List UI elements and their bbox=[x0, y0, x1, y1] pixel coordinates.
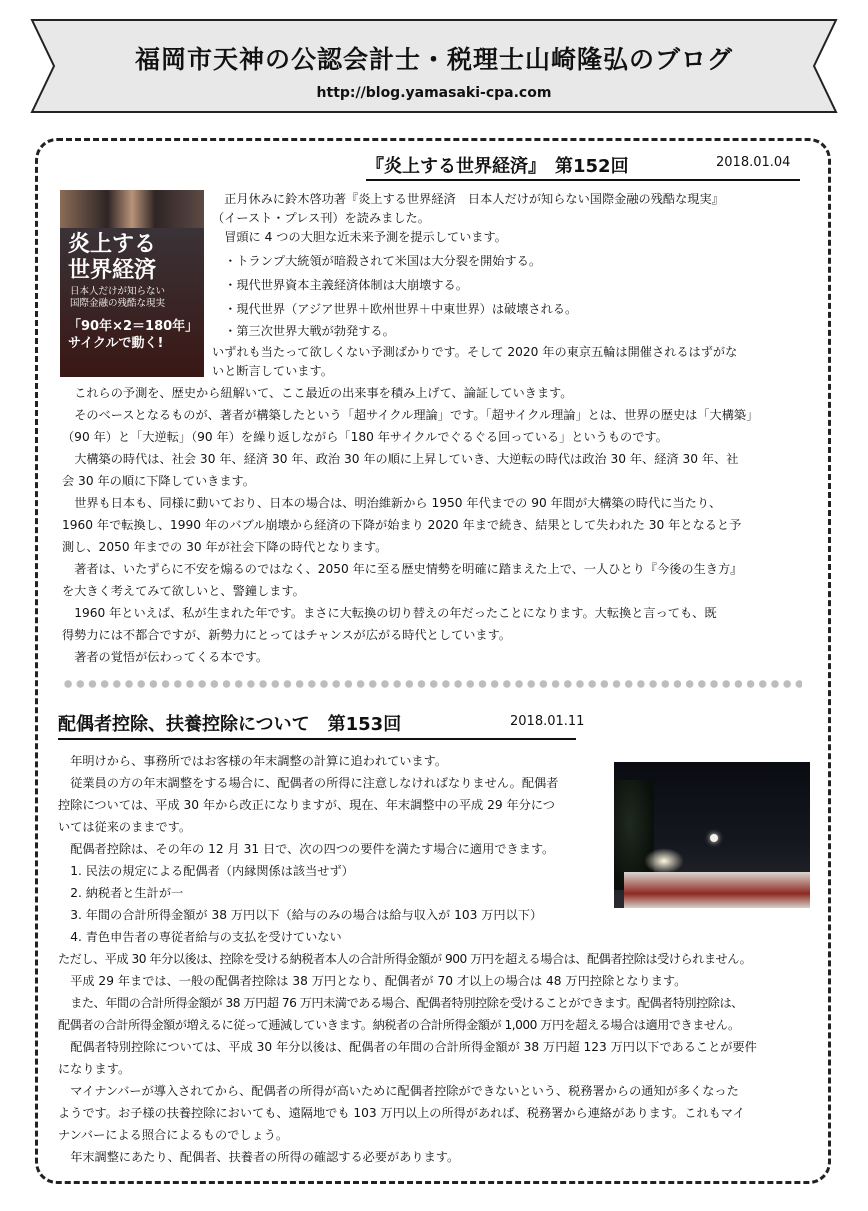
article1-list-item: ・第三次世界大戦が勃発する。 bbox=[224, 324, 395, 338]
article2-paragraph-line: ようです。お子様の扶養控除においても、遠隔地でも 103 万円以上の所得があれば、税務署から連絡があります。これもマイ bbox=[58, 1106, 745, 1120]
article2-paragraph-line: 控除については、平成 30 年から改正になりますが、現在、年末調整中の平成 29 年分につ bbox=[58, 798, 555, 812]
book-cover-subtitle-line: 国際金融の残酷な現実 bbox=[70, 298, 166, 309]
book-cover-image bbox=[60, 190, 204, 377]
article1-list-item: ・トランプ大統領が暗殺されて米国は大分裂を開始する。 bbox=[224, 254, 542, 268]
article1-paragraph-line: 冒頭に 4 つの大胆な近未来予測を提示しています。 bbox=[224, 230, 507, 244]
article2-list-item: 2. 納税者と生計が一 bbox=[70, 886, 184, 900]
article2-paragraph-line: 配偶者の合計所得金額が増えるに従って逓減していきます。納税者の合計所得金額が 1,000 万円を超える場合は適用できません。 bbox=[58, 1018, 740, 1032]
article1-paragraph-line: そのベースとなるものが、著者が構築したという「超サイクル理論」です。「超サイクル理論」とは、世界の歴史は「大構築」 bbox=[74, 408, 759, 422]
article1-paragraph-line: 著者の覚悟が伝わってくる本です。 bbox=[74, 650, 269, 664]
blog-url[interactable]: http://blog.yamasaki-cpa.com bbox=[316, 85, 552, 101]
article2-paragraph-line: 年末調整にあたり、配偶者、扶養者の所得の確認する必要があります。 bbox=[70, 1150, 460, 1164]
article1-paragraph-line: 得勢力には不都合ですが、新勢力にとってはチャンスが広がる時代としています。 bbox=[62, 628, 511, 642]
article2-list-item: 1. 民法の規定による配偶者（内縁関係は該当せず） bbox=[70, 864, 354, 878]
article2-paragraph-line: マイナンバーが導入されてから、配偶者の所得が高いために配偶者控除ができないという、税務署からの通知が多くなった bbox=[70, 1084, 739, 1098]
article1-paragraph-line: いずれも当たって欲しくない予測ばかりです。そして 2020 年の東京五輪は開催されるはずがな bbox=[212, 345, 738, 359]
article1-paragraph-line: 会 30 年の順に下降していきます。 bbox=[62, 474, 255, 488]
photo-moon bbox=[710, 834, 718, 842]
article2-paragraph-line: になります。 bbox=[58, 1062, 131, 1076]
article1-date: 2018.01.04 bbox=[716, 155, 791, 170]
article2-paragraph-line: ただし、平成 30 年分以後は、控除を受ける納税者本人の合計所得金額が 900 万円を超える場合は、配偶者控除は受けられません。 bbox=[58, 952, 752, 966]
header-banner bbox=[30, 18, 838, 114]
book-cover-formula-line: サイクルで動く! bbox=[68, 336, 164, 351]
book-cover-formula-line: 「90年×2＝180年」 bbox=[68, 319, 199, 334]
article1-paragraph-line: 1960 年といえば、私が生まれた年です。まさに大転換の切り替えの年だったことになります。大転換と言っても、既 bbox=[74, 606, 717, 620]
photo-tent bbox=[624, 872, 810, 908]
article1-paragraph-line: 大構築の時代は、社会 30 年、経済 30 年、政治 30 年の順に上昇していき、大逆転の時代は政治 30 年、経済 30 年、社 bbox=[74, 452, 739, 466]
article2-paragraph-line: 配偶者特別控除については、平成 30 年分以後は、配偶者の年間の合計所得金額が 38 万円超 123 万円以下であることが要件 bbox=[70, 1040, 757, 1054]
book-cover-formula bbox=[68, 318, 198, 352]
book-cover-subtitle-line: 日本人だけが知らない bbox=[70, 286, 166, 297]
book-cover-subtitle bbox=[70, 286, 165, 310]
book-cover-title bbox=[68, 232, 156, 284]
article2-title-underline bbox=[58, 738, 576, 740]
article2-title: 配偶者控除、扶養控除について 第153回 bbox=[58, 714, 402, 735]
book-cover-title-line: 世界経済 bbox=[68, 258, 157, 283]
article1-list-item: ・現代世界資本主義経済体制は大崩壊する。 bbox=[224, 278, 468, 292]
article2-paragraph-line: また、年間の合計所得金額が 38 万円超 76 万円未満である場合、配偶者特別控除を受けることができます。配偶者特別控除は、 bbox=[70, 996, 743, 1010]
shrine-night-photo bbox=[614, 762, 810, 908]
article1-title-underline bbox=[366, 179, 800, 181]
article2-paragraph-line: 年明けから、事務所ではお客様の年末調整の計算に追われています。 bbox=[70, 754, 448, 768]
article1-paragraph-line: 世界も日本も、同様に動いており、日本の場合は、明治維新から 1950 年代までの 90 年間が大構築の時代に当たり、 bbox=[74, 496, 722, 510]
article1-paragraph-line: 測し、2050 年までの 30 年が社会下降の時代となります。 bbox=[62, 540, 388, 554]
section-divider bbox=[62, 680, 802, 688]
article1-paragraph-line: 正月休みに鈴木啓功著『炎上する世界経済 日本人だけが知らない国際金融の残酷な現実』 bbox=[224, 192, 724, 206]
article1-paragraph-line: （イースト・プレス刊）を読みました。 bbox=[212, 211, 430, 225]
article2-paragraph-line: 従業員の方の年末調整をする場合に、配偶者の所得に注意しなければなりません。配偶者 bbox=[70, 776, 559, 790]
article2-date: 2018.01.11 bbox=[510, 714, 585, 729]
book-cover-title-line: 炎上する bbox=[68, 232, 157, 257]
article2-list-item: 3. 年間の合計所得金額が 38 万円以下（給与のみの場合は給与収入が 103 万円以下） bbox=[70, 908, 543, 922]
article1-paragraph-line: これらの予測を、歴史から紐解いて、ここ最近の出来事を積み上げて、論証していきます。 bbox=[74, 386, 573, 400]
article1-title: 『炎上する世界経済』 第152回 bbox=[366, 156, 629, 177]
book-cover-faces bbox=[60, 190, 204, 228]
article2-paragraph-line: 平成 29 年までは、一般の配偶者控除は 38 万円となり、配偶者が 70 才以上の場合は 48 万円控除となります。 bbox=[70, 974, 687, 988]
article1-list-item: ・現代世界（アジア世界＋欧州世界＋中東世界）は破壊される。 bbox=[224, 302, 578, 316]
article1-paragraph-line: を大きく考えてみて欲しいと、警鐘します。 bbox=[62, 584, 305, 598]
article2-list-item: 4. 青色申告者の専従者給与の支払を受けていない bbox=[70, 930, 342, 944]
article1-paragraph-line: （90 年）と「大逆転」（90 年）を繰り返しながら「180 年サイクルでぐるぐる回っている」というものです。 bbox=[62, 430, 668, 444]
article1-paragraph-line: いと断言しています。 bbox=[212, 364, 333, 378]
article2-paragraph-line: いては従来のままです。 bbox=[58, 820, 192, 834]
article1-paragraph-line: 著者は、いたずらに不安を煽るのではなく、2050 年に至る歴史情勢を明確に踏まえた上で、一人ひとり『今後の生き方』 bbox=[74, 562, 743, 576]
article2-paragraph-line: 配偶者控除は、その年の 12 月 31 日で、次の四つの要件を満たす場合に適用できます。 bbox=[70, 842, 555, 856]
photo-lights bbox=[644, 848, 684, 874]
article2-paragraph-line: ナンバーによる照合によるものでしょう。 bbox=[58, 1128, 289, 1142]
blog-title: 福岡市天神の公認会計士・税理士山崎隆弘のブログ bbox=[134, 45, 733, 74]
article1-paragraph-line: 1960 年で転換し、1990 年のバブル崩壊から経済の下降が始まり 2020 年まで続き、結果として失われた 30 年となると予 bbox=[62, 518, 742, 532]
